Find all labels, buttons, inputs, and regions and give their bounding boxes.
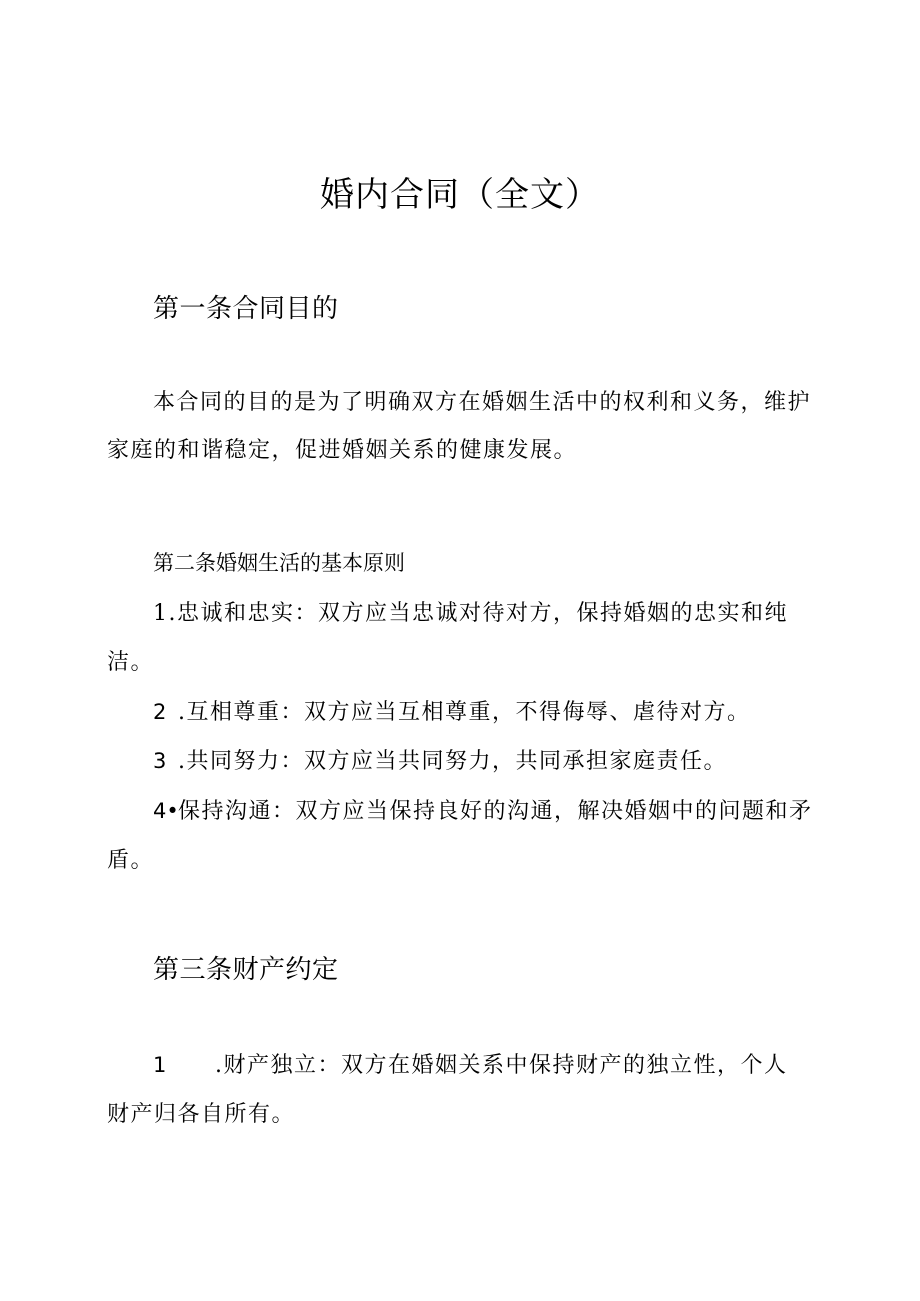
section-heading-3: 第三条财产约定 xyxy=(153,955,339,985)
section-heading-1: 第一条合同目的 xyxy=(153,294,339,324)
section-2-item-2-line-1: .互相尊重：双方应当互相尊重，不得侮辱、虐待对方。 xyxy=(178,700,751,725)
page-title: 婚内合同（全文） xyxy=(320,175,600,215)
section-2-item-1-line-1: 1.忠诚和忠实：双方应当忠诚对待对方，保持婚姻的忠实和纯 xyxy=(153,601,788,626)
section-2-item-4-line-2: 盾。 xyxy=(107,848,155,873)
section-3-item-1-line-2: 财产归各自所有。 xyxy=(107,1102,296,1127)
section-2-item-2-number: 2 xyxy=(153,700,167,724)
section-heading-2: 第二条婚姻生活的基本原则 xyxy=(153,551,405,575)
section-3-item-1-line-1: .财产独立：双方在婚姻关系中保持财产的独立性，个人 xyxy=(215,1053,788,1078)
section-2-item-3-number: 3 xyxy=(153,749,167,773)
section-1-paragraph-line-2: 家庭的和谐稳定，促进婚姻关系的健康发展。 xyxy=(107,438,578,463)
section-2-item-3-line-1: .共同努力：双方应当共同努力，共同承担家庭责任。 xyxy=(178,749,727,774)
section-1-paragraph-line-1: 本合同的目的是为了明确双方在婚姻生活中的权利和义务，维护 xyxy=(153,390,812,415)
section-3-item-1-number: 1 xyxy=(153,1053,167,1077)
section-2-item-1-line-2: 洁。 xyxy=(107,650,155,675)
section-2-item-4-number: 4• xyxy=(153,799,179,823)
section-2-item-4-line-1: 保持沟通：双方应当保持良好的沟通，解决婚姻中的问题和矛 xyxy=(178,799,813,824)
